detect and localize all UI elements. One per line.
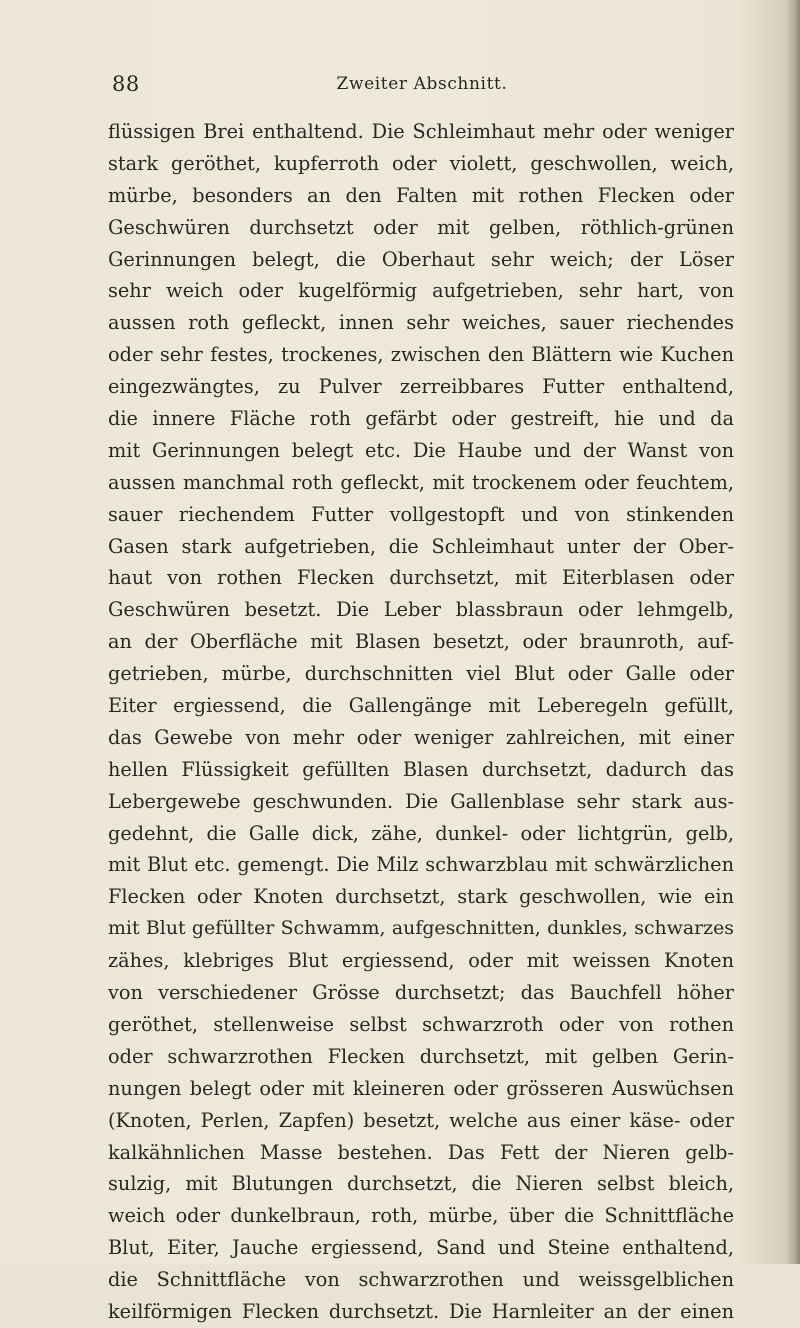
- text-line: gedehnt, die Galle dick, zähe, dunkel- oder lichtgrün, gelb,: [108, 821, 734, 845]
- text-line: Geschwüren besetzt. Die Leber blassbraun oder lehmgelb,: [108, 598, 734, 622]
- text-line: Gasen stark aufgetrieben, die Schleimhaut unter der Ober-: [108, 534, 734, 558]
- text-line: mürbe, besonders an den Falten mit rothen Flecken oder: [108, 183, 734, 207]
- text-line: hellen Flüssigkeit gefüllten Blasen durchsetzt, dadurch das: [108, 757, 734, 781]
- text-line: oder sehr festes, trockenes, zwischen den Blättern wie Kuchen: [108, 343, 734, 367]
- text-line: Lebergewebe geschwunden. Die Gallenblase sehr stark aus-: [108, 789, 734, 813]
- text-line: Geschwüren durchsetzt oder mit gelben, röthlich-grünen: [108, 215, 734, 239]
- text-line: flüssigen Brei enthaltend. Die Schleimhaut mehr oder weniger: [108, 120, 734, 143]
- text-line: nungen belegt oder mit kleineren oder grösseren Auswüchsen: [108, 1076, 734, 1100]
- text-line: mit Gerinnungen belegt etc. Die Haube und der Wanst von: [108, 438, 734, 462]
- text-line: oder schwarzrothen Flecken durchsetzt, mit gelben Gerin-: [108, 1044, 734, 1068]
- page-edge-shadow: [786, 0, 800, 1264]
- body-text: [108, 116, 734, 1328]
- text-line: mit Blut etc. gemengt. Die Milz schwarzblau mit schwärzlichen: [108, 853, 734, 877]
- text-line: aussen roth gefleckt, innen sehr weiches, sauer riechendes: [108, 311, 734, 335]
- text-line: getrieben, mürbe, durchschnitten viel Blut oder Galle oder: [108, 662, 734, 686]
- text-line: sehr weich oder kugelförmig aufgetrieben, sehr hart, von: [108, 279, 734, 303]
- text-line: stark geröthet, kupferroth oder violett, geschwollen, weich,: [108, 151, 734, 175]
- text-line: von verschiedener Grösse durchsetzt; das Bauchfell höher: [108, 981, 734, 1005]
- text-line: Eiter ergiessend, die Gallengänge mit Leberegeln gefüllt,: [108, 694, 734, 718]
- text-line: die innere Fläche roth gefärbt oder gestreift, hie und da: [108, 407, 734, 431]
- page-number: 88: [112, 72, 140, 96]
- text-line: eingezwängtes, zu Pulver zerreibbares Futter enthaltend,: [108, 375, 734, 399]
- text-line: weich oder dunkelbraun, roth, mürbe, über die Schnittfläche: [108, 1204, 734, 1228]
- text-line: Blut, Eiter, Jauche ergiessend, Sand und Steine enthaltend,: [108, 1236, 734, 1260]
- text-line: keilförmigen Flecken durchsetzt. Die Harnleiter an der einen: [108, 1299, 734, 1323]
- text-line: aussen manchmal roth gefleckt, mit trockenem oder feuchtem,: [108, 470, 734, 494]
- text-line: kalkähnlichen Masse bestehen. Das Fett der Nieren gelb-: [108, 1140, 734, 1164]
- page-header: [112, 72, 732, 102]
- text-line: sauer riechendem Futter vollgestopft und von stinkenden: [108, 502, 734, 526]
- text-line: (Knoten, Perlen, Zapfen) besetzt, welche aus einer käse- oder: [108, 1108, 734, 1132]
- text-line: Flecken oder Knoten durchsetzt, stark geschwollen, wie ein: [108, 885, 734, 909]
- text-line: haut von rothen Flecken durchsetzt, mit Eiterblasen oder: [108, 566, 734, 590]
- text-line: geröthet, stellenweise selbst schwarzroth oder von rothen: [108, 1012, 734, 1036]
- text-line: das Gewebe von mehr oder weniger zahlreichen, mit einer: [108, 725, 734, 749]
- text-line: die Schnittfläche von schwarzrothen und weissgelblichen: [108, 1268, 734, 1292]
- text-line: Gerinnungen belegt, die Oberhaut sehr weich; der Löser: [108, 247, 734, 271]
- text-line: an der Oberfläche mit Blasen besetzt, oder braunroth, auf-: [108, 630, 734, 654]
- text-line: zähes, klebriges Blut ergiessend, oder mit weissen Knoten: [108, 949, 734, 973]
- running-head: Zweiter Abschnitt.: [336, 74, 508, 94]
- text-line: sulzig, mit Blutungen durchsetzt, die Nieren selbst bleich,: [108, 1172, 734, 1196]
- text-line: mit Blut gefüllter Schwamm, aufgeschnitten, dunkles, schwarzes: [108, 917, 734, 940]
